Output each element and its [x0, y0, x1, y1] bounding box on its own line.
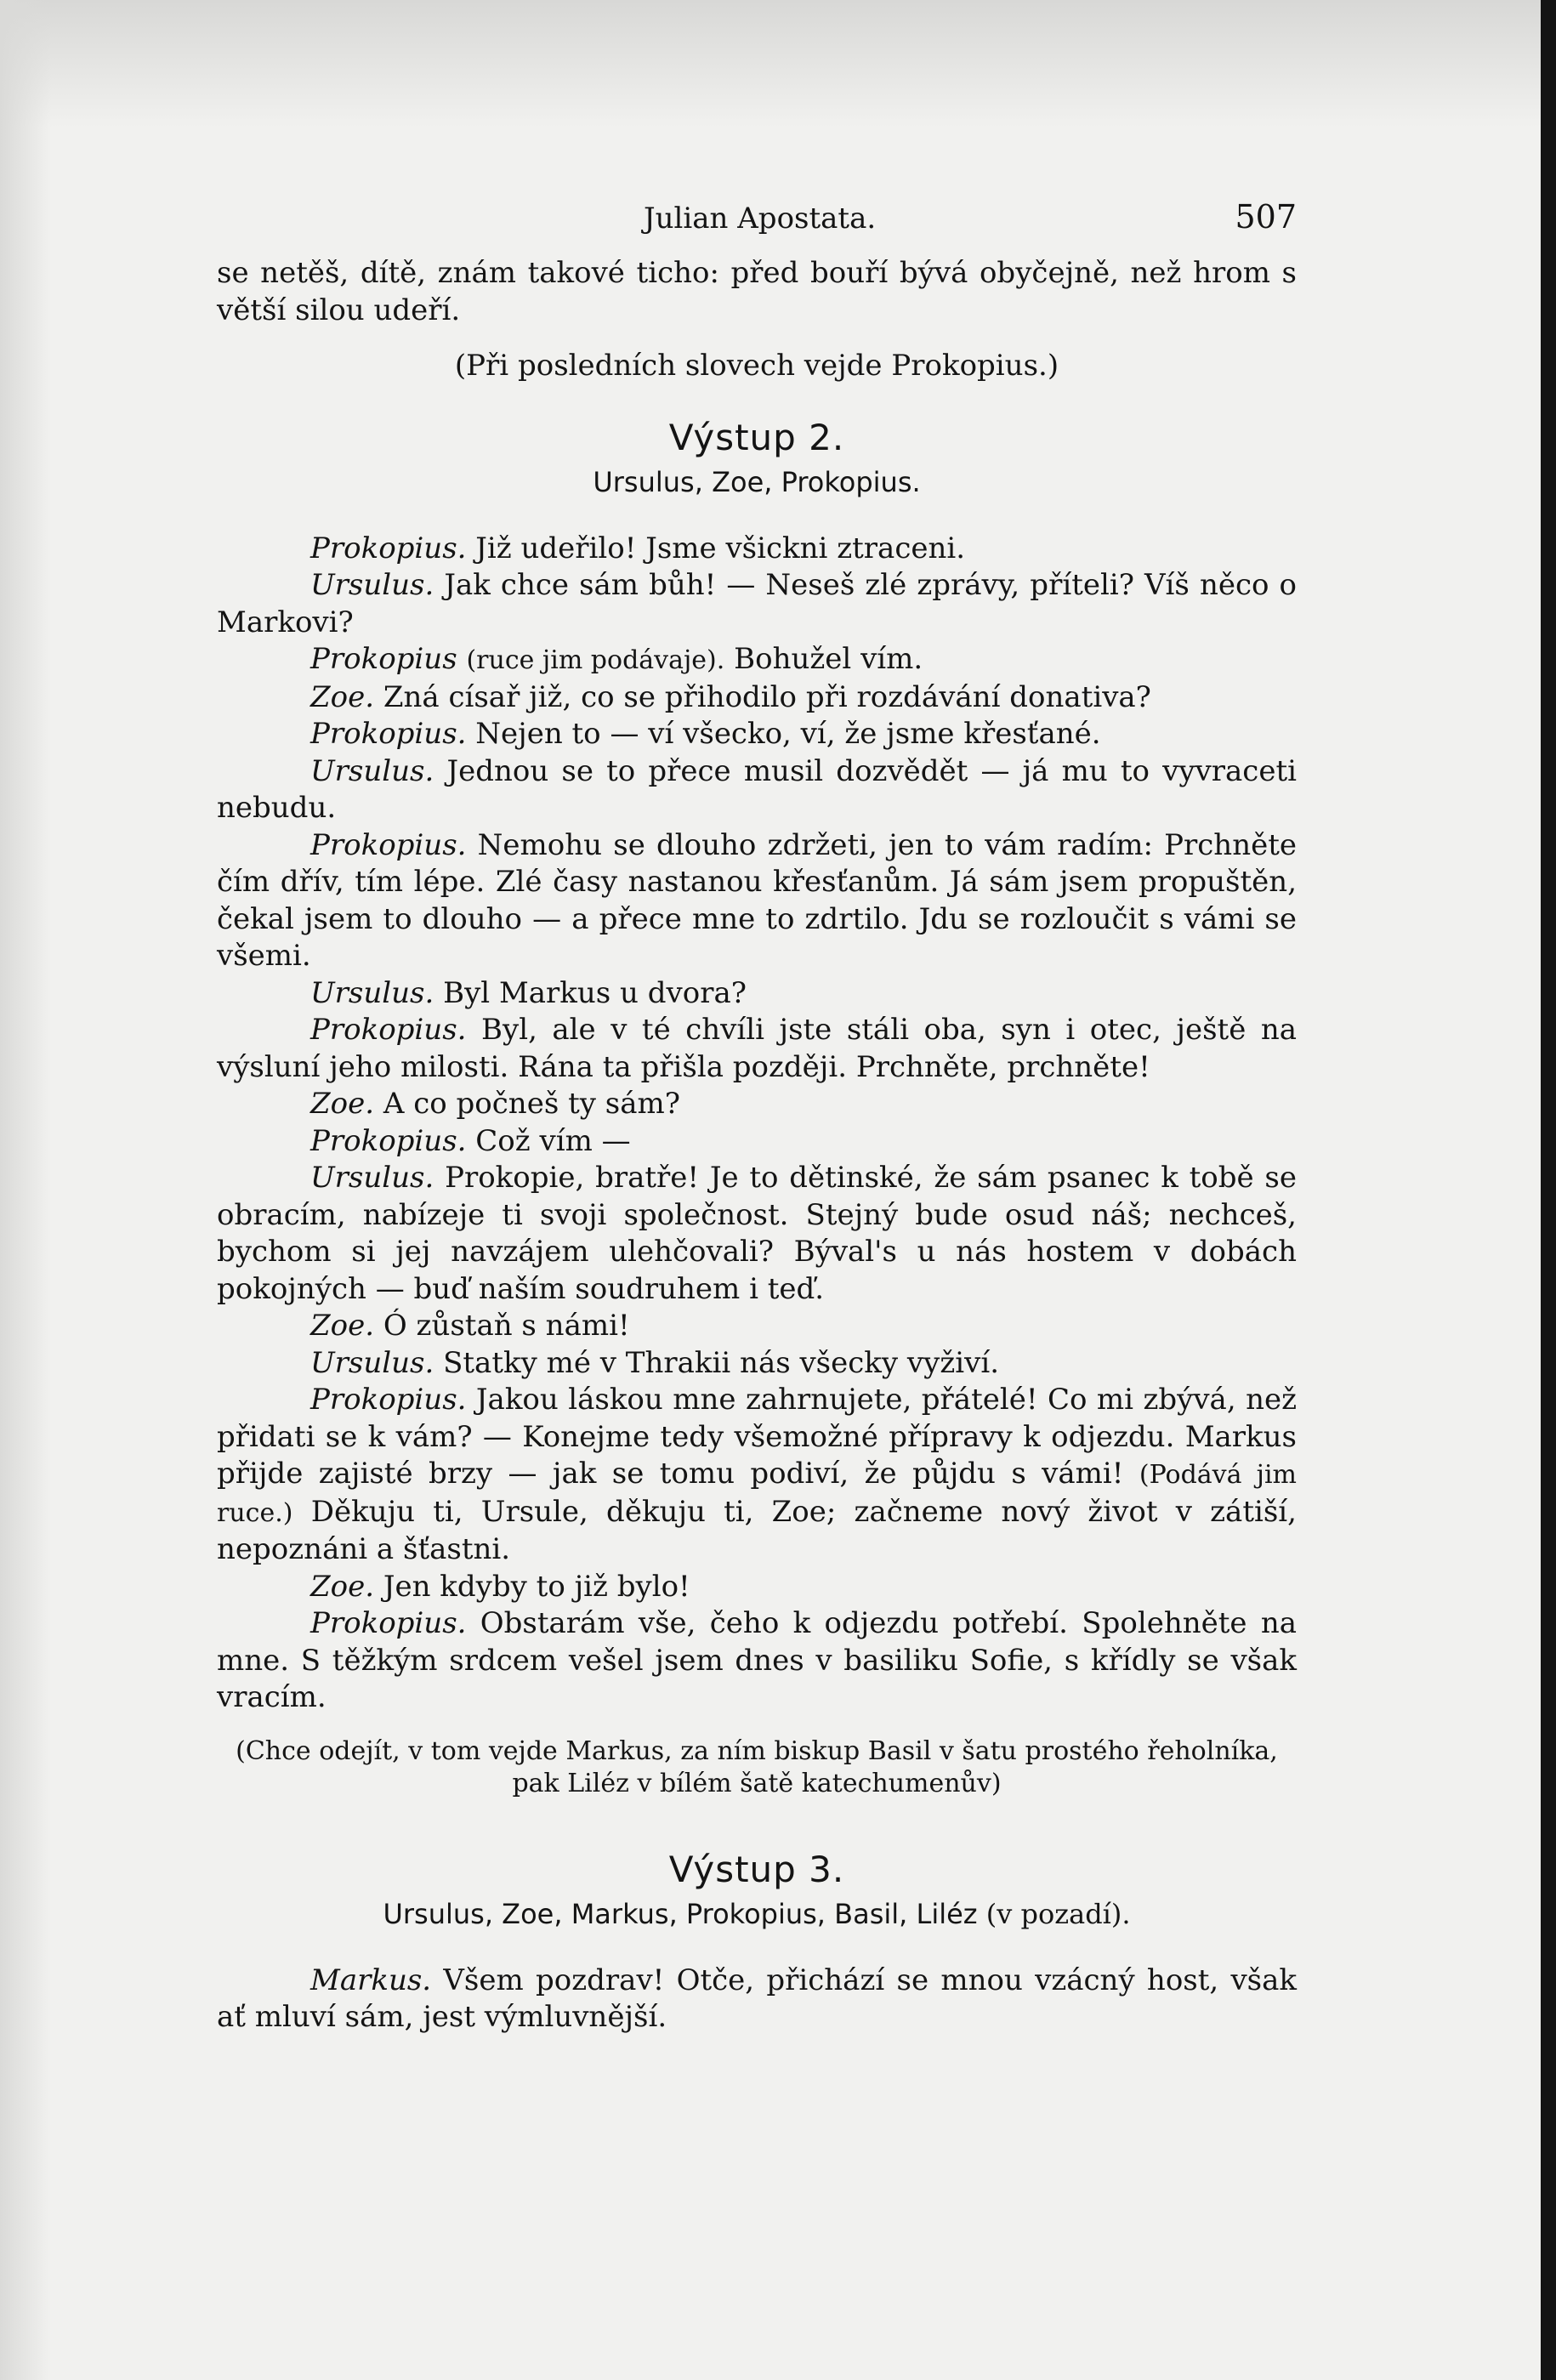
speaker-name: Zoe.: [310, 679, 375, 714]
stage-direction-inline: (ruce jim podávaje).: [466, 645, 725, 675]
speaker-name: Prokopius.: [310, 1606, 467, 1640]
speaker-name: Prokopius.: [310, 717, 467, 751]
dialogue-line: [217, 1012, 1297, 1086]
dialogue-line: [217, 641, 1297, 679]
stage-direction-inline: (Podává jim ruce.): [217, 1460, 1298, 1528]
speaker-name: Prokopius.: [310, 827, 467, 862]
opening-line: s větší silou udeří.: [217, 256, 1297, 327]
scan-shadow-left: [0, 0, 51, 2380]
dialogue-text: Statky mé v Thrakii nás všecky vyživí.: [443, 1345, 999, 1380]
scene-characters: Ursulus, Zoe, Prokopius.: [593, 466, 921, 498]
dialogue-text: Ó zůstaň s námi!: [383, 1309, 630, 1343]
dialogue-line: [217, 1569, 1297, 1606]
dialogue-text: Což vím —: [475, 1123, 631, 1158]
speaker-name: Ursulus.: [310, 1345, 434, 1380]
speaker-name: Markus.: [310, 1963, 432, 1997]
dialogue-text: Byl Markus u dvora?: [443, 975, 747, 1010]
speaker-name: Prokopius.: [310, 1123, 467, 1158]
dialogue-text: Bohužel vím.: [734, 642, 923, 676]
speaker-name: Ursulus.: [310, 753, 434, 788]
dialogue-line: [217, 1605, 1297, 1717]
dialogue-text: Jen kdyby to již bylo!: [383, 1569, 690, 1604]
dialogue-line: [217, 567, 1297, 641]
speaker-name: Zoe.: [310, 1569, 375, 1604]
scene-characters: [217, 1896, 1297, 1934]
dialogue-text: Zná císař již, co se přihodilo při rozdávání donativa?: [383, 679, 1151, 714]
speaker-name: Ursulus.: [310, 1161, 434, 1195]
dialogue-line: [217, 975, 1297, 1013]
page-text-block: [217, 196, 1297, 2036]
page-number: 507: [1235, 198, 1297, 236]
speaker-name: Prokopius: [310, 642, 457, 676]
stage-direction: (Chce odejít, v tom vejde Markus, za ním biskup Basil v šatu prostého řeholníka, pak Liléz v bílém šatě katechumenův): [236, 1735, 1278, 1798]
page-header: [217, 196, 1297, 255]
dialogue-line: [217, 1382, 1297, 1569]
scan-edge-strip: [1541, 0, 1556, 2380]
dialogue-line: [217, 1963, 1297, 2036]
dialogue-line: [217, 1123, 1297, 1161]
scan-shadow-top: [0, 0, 1556, 128]
dialogue-line: [217, 753, 1297, 827]
running-title: Julian Apostata.: [644, 202, 877, 236]
dialogue-text: Děkuju ti, Ursule, děkuju ti, Zoe; začneme nový život v zátiší, nepoznáni a šťastni.: [217, 1494, 1297, 1566]
scene-characters-note: (v pozadí).: [985, 1898, 1131, 1930]
dialogue-text: Obstarám vše, čeho k odjezdu potřebí. Spolehněte na mne. S těžkým srdcem vešel jsem dnes v basiliku Sofie, s křídly se však vracím.: [217, 1606, 1297, 1714]
dialogue-text: Prokopie, bratře! Je to dětinské, že sám psanec k tobě se obracím, nabízeje ti svoji společnost. Stejný bude osud náš; nechceš, bychom si jej navzájem ulehčovali? Býval's u nás hostem v dobách pokojných — buď naším soudruhem i teď.: [217, 1161, 1297, 1306]
speaker-name: Prokopius.: [310, 1383, 467, 1417]
dialogue-line: [217, 827, 1297, 975]
dialogue-line: [217, 1345, 1297, 1383]
scene-title: Výstup 3.: [668, 1848, 845, 1890]
dialogue-line: [217, 1308, 1297, 1345]
dialogue-text: Jednou se to přece musil dozvědět — já mu to vyvraceti nebudu.: [217, 753, 1297, 825]
dialogue-text: Již udeřilo! Jsme všickni ztraceni.: [475, 531, 966, 565]
dialogue-text: Všem pozdrav! Otče, přichází se mnou vzácný host, však ať mluví sám, jest výmluvnější.: [217, 1963, 1297, 2034]
dialogue-line: [217, 531, 1297, 568]
opening-paragraph: [217, 255, 1297, 329]
dialogue-line: [217, 716, 1297, 753]
dialogue-line: [217, 1160, 1297, 1308]
dialogue-text: Nejen to — ví všecko, ví, že jsme křesťané.: [475, 717, 1101, 751]
speaker-name: Ursulus.: [310, 568, 434, 602]
opening-line: se netěš, dítě, znám takové ticho: před bouří bývá obyčejně, než hrom: [217, 256, 1270, 290]
speaker-name: Ursulus.: [310, 975, 434, 1010]
speaker-name: Prokopius.: [310, 1013, 467, 1047]
dialogue-text: Byl, ale v té chvíli jste stáli oba, syn i otec, ještě na výsluní jeho milosti. Rána ta přišla později. Prchněte, prchněte!: [217, 1013, 1298, 1084]
dialogue-text: Jakou láskou mne zahrnujete, přátelé! Co mi zbývá, než přidati se k vám? — Konejme tedy všemožné přípravy k odjezdu. Markus přijde zajisté brzy — jak se tomu podiví, že půjdu s vámi!: [217, 1383, 1298, 1491]
dialogue-line: [217, 679, 1297, 717]
scene-title: Výstup 2.: [668, 416, 845, 458]
dialogue-text: Nemohu se dlouho zdržeti, jen to vám radím: Prchněte čím dřív, tím lépe. Zlé časy nastanou křesťanům. Já sám jsem propuštěn, čekal jsem to dlouho — a přece mne to zdrtilo. Jdu se rozloučit s vámi se všemi.: [217, 827, 1297, 973]
dialogue-text: A co počneš ty sám?: [383, 1087, 680, 1121]
stage-direction: (Při posledních slovech vejde Prokopius.): [454, 349, 1059, 383]
dialogue-text: Jak chce sám bůh! — Neseš zlé zprávy, příteli? Víš něco o Markovi?: [217, 568, 1297, 639]
speaker-name: Prokopius.: [310, 531, 467, 565]
speaker-name: Zoe.: [310, 1309, 375, 1343]
scene-characters-list: Ursulus, Zoe, Markus, Prokopius, Basil, Liléz: [383, 1898, 978, 1930]
dialogue-line: [217, 1086, 1297, 1123]
speaker-name: Zoe.: [310, 1087, 375, 1121]
